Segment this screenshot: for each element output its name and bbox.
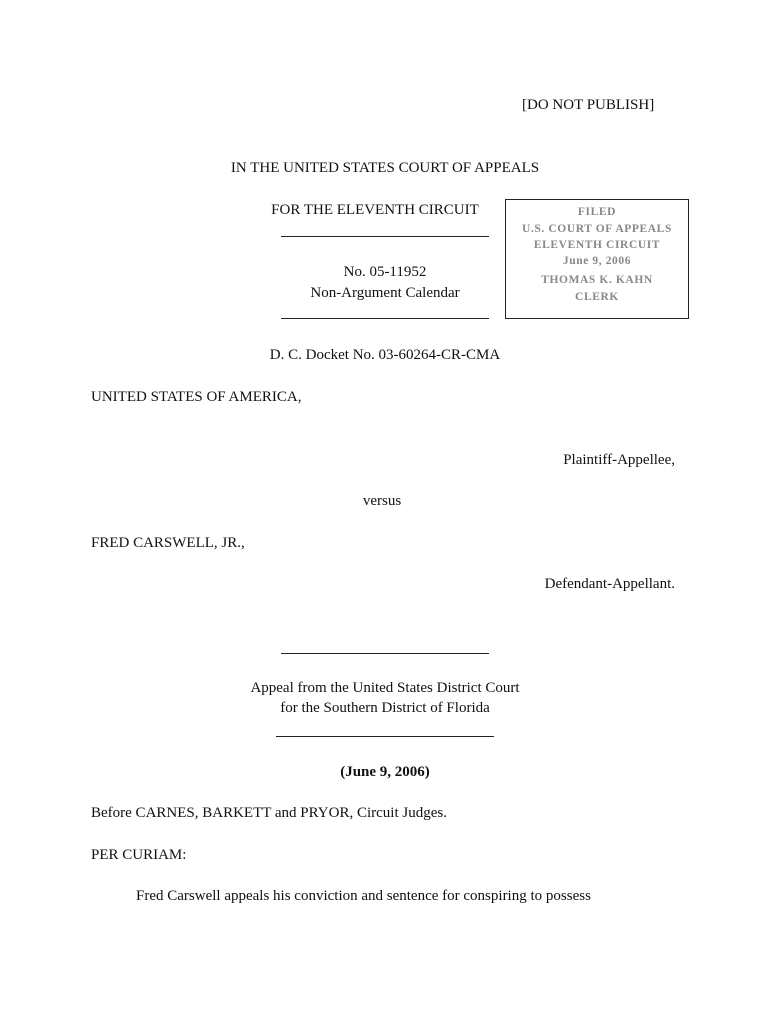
defendant-role: Defendant-Appellant. bbox=[544, 576, 675, 592]
divider-rule bbox=[281, 653, 489, 654]
divider-rule bbox=[281, 318, 489, 319]
plaintiff-role: Plaintiff-Appellee, bbox=[563, 452, 675, 468]
divider-rule bbox=[276, 736, 494, 737]
defendant-name: FRED CARSWELL, JR., bbox=[91, 535, 245, 551]
opinion-first-line: Fred Carswell appeals his conviction and sentence for conspiring to possess bbox=[136, 888, 591, 904]
appeal-line-2: for the Southern District of Florida bbox=[280, 700, 490, 716]
versus: versus bbox=[362, 493, 402, 509]
decision-date: (June 9, 2006) bbox=[340, 764, 430, 780]
stamp-court: U.S. COURT OF APPEALS bbox=[522, 223, 672, 235]
divider-rule bbox=[281, 236, 489, 237]
filed-stamp bbox=[505, 199, 689, 319]
stamp-filed: FILED bbox=[577, 206, 617, 218]
stamp-circuit: ELEVENTH CIRCUIT bbox=[533, 239, 661, 251]
stamp-date: June 9, 2006 bbox=[562, 255, 632, 267]
case-calendar: Non-Argument Calendar bbox=[310, 285, 460, 301]
court-title: IN THE UNITED STATES COURT OF APPEALS bbox=[230, 160, 540, 176]
case-number: No. 05-11952 bbox=[343, 264, 427, 280]
publish-note: [DO NOT PUBLISH] bbox=[522, 97, 655, 113]
panel-judges: Before CARNES, BARKETT and PRYOR, Circuit Judges. bbox=[91, 805, 447, 821]
per-curiam: PER CURIAM: bbox=[91, 847, 187, 863]
plaintiff-name: UNITED STATES OF AMERICA, bbox=[91, 389, 302, 405]
court-circuit: FOR THE ELEVENTH CIRCUIT bbox=[271, 202, 479, 218]
appeal-line-1: Appeal from the United States District Court bbox=[250, 680, 520, 696]
stamp-clerk-name: THOMAS K. KAHN bbox=[541, 274, 653, 286]
docket-number: D. C. Docket No. 03-60264-CR-CMA bbox=[269, 347, 501, 363]
stamp-clerk-title: CLERK bbox=[575, 291, 619, 303]
